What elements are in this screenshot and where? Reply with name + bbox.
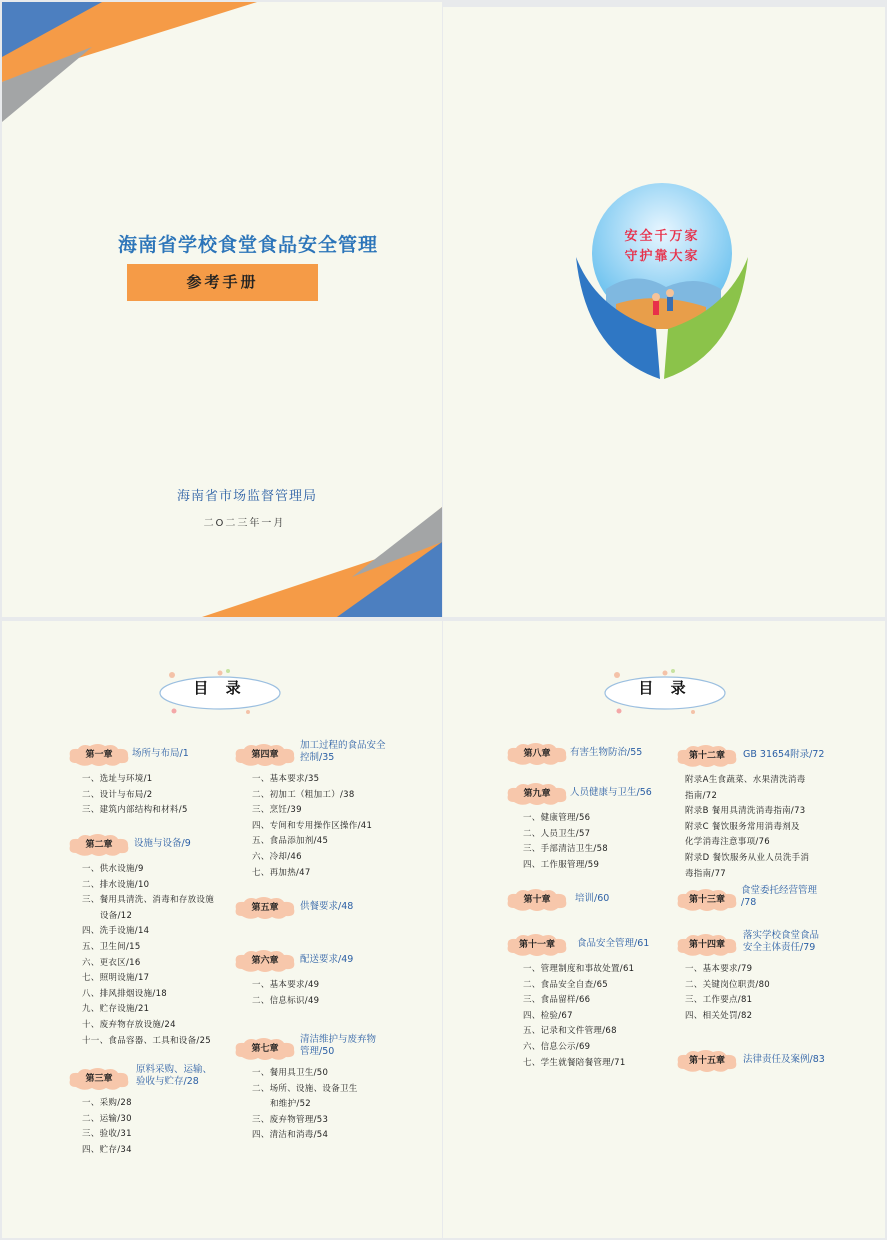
toc-item[interactable]: 四、洗手设施/14 [82, 926, 150, 937]
toc-item[interactable]: 七、再加热/47 [252, 867, 311, 878]
toc-item[interactable]: 十、废弃物存放设施/24 [82, 1020, 176, 1030]
toc-item[interactable]: 二、排水设施/10 [82, 879, 150, 890]
toc-item[interactable]: 四、工作服管理/59 [523, 859, 600, 870]
toc-item[interactable]: 和维护/52 [270, 1099, 311, 1110]
chapter-title: 法律责任及案例/83 [743, 1054, 825, 1065]
cover-front-page [2, 2, 442, 617]
toc-item[interactable]: 三、餐用具清洗、消毒和存放设施 [82, 895, 215, 906]
chapter-label: 第九章 [523, 789, 551, 799]
toc-item[interactable]: 毒指南/77 [685, 868, 726, 879]
toc-item[interactable]: 五、食品添加剂/45 [252, 836, 329, 847]
chapter-title: 落实学校食堂食品 安全主体责任/79 [743, 930, 820, 953]
chapter-label: 第三章 [85, 1074, 113, 1084]
chapter-title: 有害生物防治/55 [570, 747, 643, 758]
chapter-title: 食堂委托经营管理 /78 [741, 885, 818, 908]
chapter-title: 供餐要求/48 [300, 901, 354, 912]
cover-agency: 海南省市场监督管理局 [176, 489, 317, 504]
toc-item[interactable]: 指南/72 [685, 790, 718, 801]
toc-item[interactable]: 二、信息标识/49 [252, 995, 320, 1006]
toc-item[interactable]: 附录B 餐用具清洗消毒指南/73 [685, 806, 806, 817]
chapter-title: 加工过程的食品安全 控制/35 [300, 740, 386, 763]
toc-item[interactable]: 三、食品留样/66 [523, 995, 591, 1006]
cover-subtitle: 参考手册 [127, 264, 318, 301]
toc-item[interactable]: 九、贮存设施/21 [82, 1004, 150, 1015]
toc-item[interactable]: 附录D 餐饮服务从业人员洗手消 [685, 853, 810, 863]
toc-item[interactable]: 一、供水设施/9 [82, 864, 144, 874]
toc-item[interactable]: 二、初加工（粗加工）/38 [252, 789, 355, 800]
toc-item[interactable]: 三、废弃物管理/53 [252, 1114, 329, 1125]
toc-item[interactable]: 一、采购/28 [82, 1098, 132, 1108]
toc-item[interactable]: 三、手部清洁卫生/58 [523, 844, 608, 855]
toc-item[interactable]: 二、运输/30 [82, 1113, 132, 1124]
chapter-label: 第一章 [85, 750, 113, 760]
toc-item[interactable]: 附录C 餐饮服务常用消毒剂及 [685, 821, 800, 832]
toc-heading: 目 录 [193, 679, 247, 697]
chapter-label: 第十三章 [688, 895, 725, 905]
toc-item[interactable]: 四、贮存/34 [82, 1144, 132, 1155]
toc-item[interactable]: 化学消毒注意事项/76 [685, 837, 770, 848]
toc-item[interactable]: 一、基本要求/79 [685, 964, 753, 974]
toc-item[interactable]: 三、烹饪/39 [252, 805, 302, 816]
toc-item[interactable]: 四、检验/67 [523, 1010, 573, 1021]
toc-item[interactable]: 附录A生食蔬菜、水果清洗消毒 [685, 775, 806, 785]
toc-item[interactable]: 八、排风排烟设施/18 [82, 988, 167, 999]
chapter-label: 第六章 [251, 956, 279, 966]
slogan-line-2: 守护靠大家 [624, 249, 700, 264]
toc-item[interactable]: 六、信息公示/69 [523, 1042, 591, 1052]
chapter-label: 第十五章 [688, 1056, 725, 1066]
chapter-label: 第十四章 [688, 940, 725, 950]
toc-item[interactable]: 三、建筑内部结构和材料/5 [82, 805, 188, 816]
toc-item[interactable]: 二、食品安全自查/65 [523, 979, 608, 990]
chapter-label: 第八章 [523, 749, 551, 759]
toc-item[interactable]: 三、验收/31 [82, 1129, 132, 1140]
toc-item[interactable]: 七、学生就餐陪餐管理/71 [523, 1057, 626, 1068]
toc-item[interactable]: 二、设计与布局/2 [82, 789, 153, 800]
chapter-label: 第七章 [251, 1044, 279, 1054]
toc-item[interactable]: 十一、食品容器、工具和设备/25 [82, 1035, 211, 1046]
toc-item[interactable]: 一、基本要求/49 [252, 980, 320, 990]
chapter-title: 食品安全管理/61 [577, 938, 650, 949]
chapter-title: 清洁维护与废弃物 管理/50 [300, 1034, 377, 1057]
chapter-title: 人员健康与卫生/56 [570, 787, 652, 798]
toc-item[interactable]: 四、专间和专用操作区操作/41 [252, 820, 373, 831]
toc-item[interactable]: 二、场所、设施、设备卫生 [252, 1083, 358, 1094]
cover-title: 海南省学校食堂食品安全管理 [117, 234, 378, 256]
toc-item[interactable]: 一、选址与环境/1 [82, 774, 153, 784]
chapter-title: 设施与设备/9 [134, 838, 191, 849]
toc-item[interactable]: 六、冷却/46 [252, 852, 302, 862]
toc-item[interactable]: 五、卫生间/15 [82, 942, 141, 952]
toc-item[interactable]: 四、清洁和消毒/54 [252, 1130, 329, 1141]
toc-item[interactable]: 一、健康管理/56 [523, 813, 591, 823]
chapter-label: 第十章 [523, 895, 551, 905]
toc-item[interactable]: 六、更衣区/16 [82, 957, 141, 968]
cover-back-page [443, 7, 885, 617]
chapter-title: 原料采购、运输、 验收与贮存/28 [136, 1064, 213, 1087]
toc-item[interactable]: 三、工作要点/81 [685, 995, 753, 1006]
chapter-label: 第十二章 [688, 751, 725, 761]
toc-page-right [443, 621, 885, 1238]
chapter-label: 第十一章 [518, 940, 555, 950]
toc-item[interactable]: 二、人员卫生/57 [523, 828, 591, 839]
toc-item[interactable]: 七、照明设施/17 [82, 973, 150, 984]
chapter-label: 第四章 [251, 750, 279, 760]
chapter-title: 配送要求/49 [300, 954, 354, 965]
toc-item[interactable]: 五、记录和文件管理/68 [523, 1026, 617, 1037]
food-safety-emblem-icon [576, 179, 748, 384]
toc-item[interactable]: 一、餐用具卫生/50 [252, 1068, 329, 1078]
cover-date: 二O二三年一月 [203, 518, 286, 529]
chapter-label: 第五章 [251, 903, 279, 913]
toc-item[interactable]: 一、基本要求/35 [252, 774, 320, 784]
toc-item[interactable]: 设备/12 [100, 910, 133, 921]
toc-item[interactable]: 二、关键岗位职责/80 [685, 979, 770, 990]
chapter-label: 第二章 [85, 840, 113, 850]
toc-page-left [2, 621, 442, 1238]
toc-heading: 目 录 [638, 679, 692, 697]
toc-item[interactable]: 一、管理制度和事故处置/61 [523, 964, 635, 974]
chapter-title: GB 31654附录/72 [743, 749, 825, 760]
toc-item[interactable]: 四、相关处罚/82 [685, 1010, 753, 1021]
chapter-title: 场所与布局/1 [132, 748, 189, 759]
slogan-line-1: 安全千万家 [624, 229, 700, 244]
chapter-title: 培训/60 [575, 893, 610, 904]
